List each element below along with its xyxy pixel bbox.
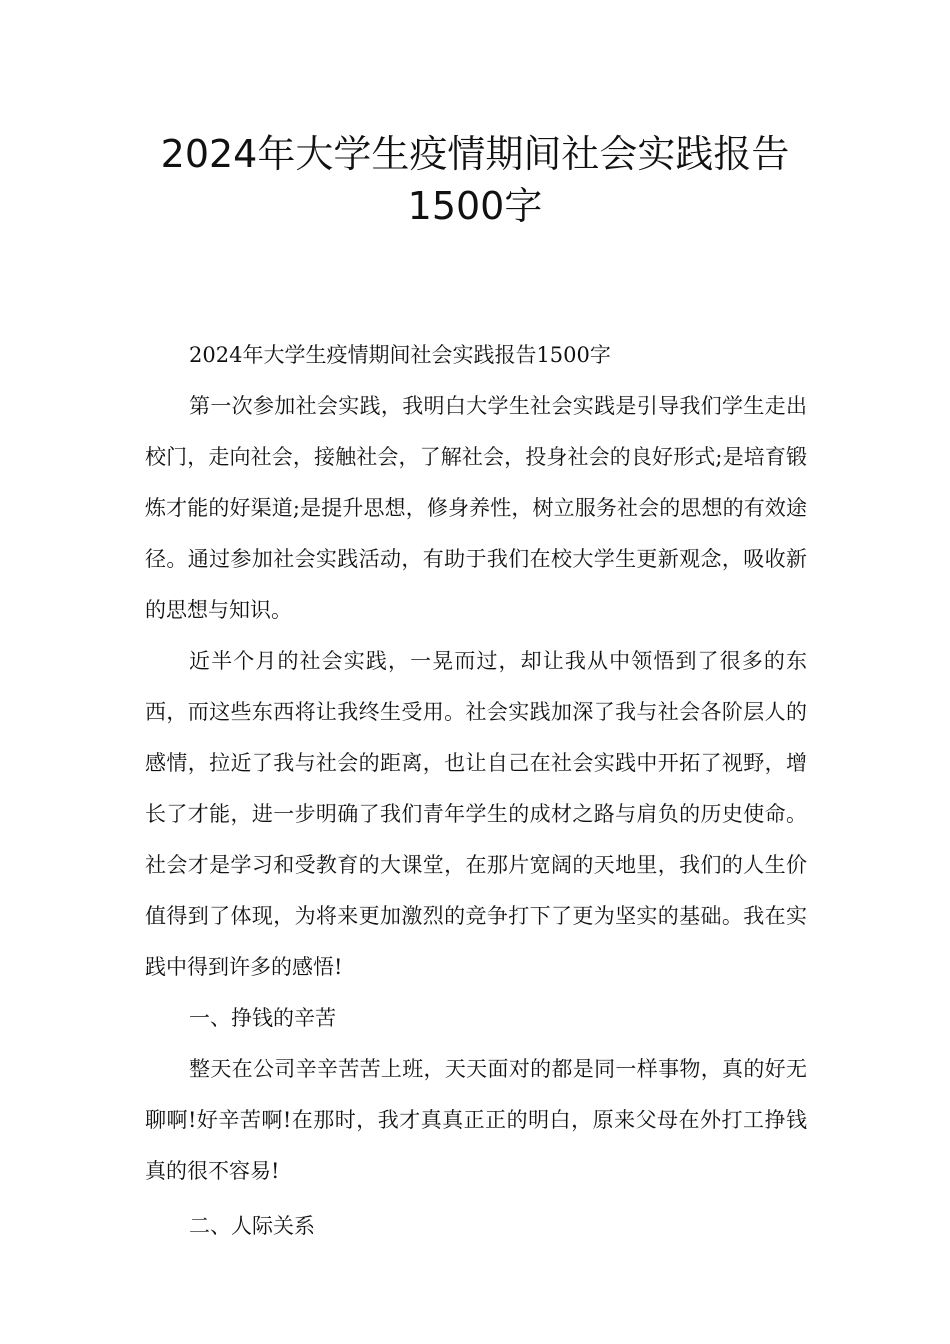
title-line-1: 2024年大学生疫情期间社会实践报告 xyxy=(160,132,790,176)
paragraph-heading: 2024年大学生疫情期间社会实践报告1500字 xyxy=(189,343,611,367)
section-heading-earning: 一、挣钱的辛苦 xyxy=(189,1006,336,1030)
section-heading-relations: 二、人际关系 xyxy=(189,1214,315,1238)
paragraph-earning: 整天在公司辛辛苦苦上班，天天面对的都是同一样事物，真的好无聊啊!好辛苦啊!在那时，我才真真正正的明白，原来父母在外打工挣钱真的很不容易! xyxy=(145,1057,807,1183)
paragraph-intro: 第一次参加社会实践，我明白大学生社会实践是引导我们学生走出校门，走向社会，接触社会，了解社会，投身社会的良好形式;是培育锻炼才能的好渠道;是提升思想，修身养性，树立服务社会的思想的有效途径。通过参加社会实践活动，有助于我们在校大学生更新观念，吸收新的思想与知识。 xyxy=(145,394,807,622)
paragraph-reflection: 近半个月的社会实践，一晃而过，却让我从中领悟到了很多的东西，而这些东西将让我终生受用。社会实践加深了我与社会各阶层人的感情，拉近了我与社会的距离，也让自己在社会实践中开拓了视野，增长了才能，进一步明确了我们青年学生的成材之路与肩负的历史使命。社会才是学习和受教育的大课堂，在那片宽阔的天地里，我们的人生价值得到了体现，为将来更加激烈的竞争打下了更为坚实的基础。我在实践中得到许多的感悟! xyxy=(145,649,807,979)
document-title xyxy=(100,128,850,232)
document-body xyxy=(145,330,807,1252)
title-line-2: 1500字 xyxy=(407,184,543,228)
